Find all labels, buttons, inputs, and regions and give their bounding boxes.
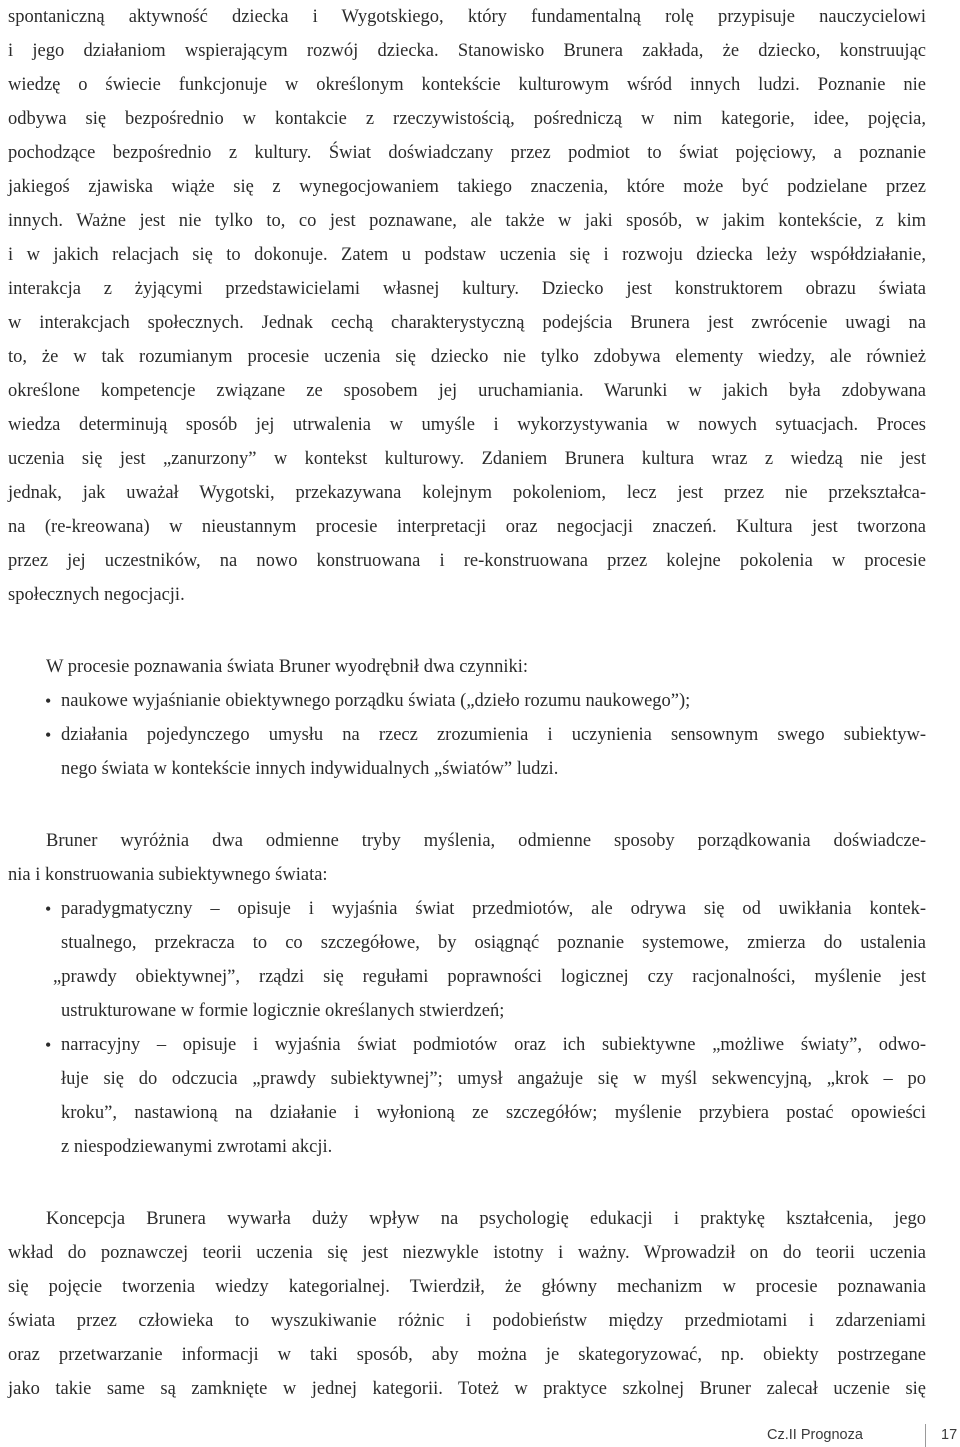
list-item: • paradygmatyczny – opisuje i wyjaśnia świat przedmiotów, ale odrywa się od uwikłania kontek- <box>8 892 926 926</box>
text-line: się pojęcie tworzenia wiedzy kategorialnej. Twierdził, że główny mechanizm w procesie poznawania <box>8 1277 926 1297</box>
list-item-continuation: stualnego, przekracza to co szczegółowe, by osiągnąć poznanie systemowe, zmierza do ustalenia <box>61 933 926 953</box>
list-item-continuation: nego świata w kontekście innych indywidualnych „światów” ludzi. <box>61 759 559 779</box>
text-line: Koncepcja Brunera wywarła duży wpływ na psychologię edukacji i praktykę kształcenia, jego <box>46 1209 926 1229</box>
list-item: • narracyjny – opisuje i wyjaśnia świat podmiotów oraz ich subiektywne „możliwe światy”, odwo- <box>8 1028 926 1062</box>
list-item-continuation: z niespodziewanymi zwrotami akcji. <box>61 1137 333 1157</box>
text-line: odbywa się bezpośrednio w kontakcie z rzeczywistością, pośredniczą w nim kategorie, idee, pojęcia, <box>8 109 926 129</box>
paragraph-2 <box>8 650 926 786</box>
text-line: jakiegoś zjawiska wiąże się z wynegocjowaniem takiego znaczenia, które może być podzielane przez <box>8 177 926 197</box>
text-line: wiedza determinują sposób jej utrwalenia w umyśle i wykorzystywania w nowych sytuacjach. Proces <box>8 415 926 435</box>
text-line: spontaniczną aktywność dziecka i Wygotskiego, który fundamentalną rolę przypisuje nauczycielowi <box>8 7 926 27</box>
text-line: wkład do poznawczej teorii uczenia się jest niezwykle istotny i ważny. Wprowadził on do teorii uczenia <box>8 1243 926 1263</box>
footer-divider <box>925 1424 926 1447</box>
bullet-icon: • <box>45 725 52 745</box>
bullet-icon: • <box>45 691 52 711</box>
text-line: na (re-kreowana) w nieustannym procesie interpretacji oraz negocjacji znaczeń. Kultura jest tworzona <box>8 517 926 537</box>
text-line: świata przez człowieka to wyszukiwanie różnic i podobieństw między przedmiotami i zdarzeniami <box>8 1311 926 1331</box>
paragraph-1 <box>8 0 926 612</box>
list-item: • działania pojedynczego umysłu na rzecz zrozumienia i uczynienia sensownym swego subiektyw- <box>8 718 926 752</box>
bullet-icon: • <box>45 1035 52 1055</box>
page-number: 17 <box>941 1427 958 1443</box>
bullet-list <box>8 684 926 786</box>
bullet-list <box>8 892 926 1164</box>
text-line: przez jej uczestników, na nowo konstruowana i re-konstruowana przez kolejne pokolenia w procesie <box>8 551 926 571</box>
paragraph-intro: Bruner wyróżnia dwa odmienne tryby myślenia, odmienne sposoby porządkowania doświadcze- <box>46 831 926 851</box>
page-body <box>8 0 926 1406</box>
paragraph-intro: W procesie poznawania świata Bruner wyodrębnił dwa czynniki: <box>46 657 529 677</box>
paragraph-4 <box>8 1202 926 1406</box>
list-item-continuation: łuje się do odczucia „prawdy subiektywnej”; umysł angażuje się w myśl sekwencyjną, „krok – po <box>61 1069 926 1089</box>
text-line: uczenia się jest „zanurzony” w kontekst kulturowy. Zdaniem Brunera kultura wraz z wiedzą nie jest <box>8 449 926 469</box>
paragraph-3 <box>8 824 926 1164</box>
text-line: społecznych negocjacji. <box>8 585 185 605</box>
bullet-icon: • <box>45 899 52 919</box>
section-label: Cz.II Prognoza <box>767 1427 863 1443</box>
text-line: i w jakich relacjach się to dokonuje. Zatem u podstaw uczenia się i rozwoju dziecka leży współdziałanie, <box>8 245 926 265</box>
text-line: jako takie same są zamknięte w jednej kategorii. Toteż w praktyce szkolnej Bruner zalecał uczenie się <box>8 1379 926 1399</box>
list-item-continuation: „prawdy obiektywnej”, rządzi się regułami poprawności logicznej czy racjonalności, myślenie jest <box>53 967 926 987</box>
text-line: i jego działaniom wspierającym rozwój dziecka. Stanowisko Brunera zakłada, że dziecko, konstruując <box>8 41 926 61</box>
list-item-continuation: ustrukturowane w formie logicznie określanych stwierdzeń; <box>61 1001 505 1021</box>
text-line: pochodzące bezpośrednio z kultury. Świat doświadczany przez podmiot to świat pojęciowy, a poznanie <box>8 143 926 163</box>
list-item-continuation: kroku”, nastawioną na działanie i wyłonioną ze szczegółów; myślenie przybiera postać opowieści <box>61 1103 926 1123</box>
text-line: interakcja z żyjącymi przedstawicielami własnej kultury. Dziecko jest konstruktorem obrazu świata <box>8 279 926 299</box>
list-item: • naukowe wyjaśnianie obiektywnego porządku świata („dzieło rozumu naukowego”); <box>8 684 926 718</box>
text-line: nia i konstruowania subiektywnego świata: <box>8 865 328 885</box>
text-line: to, że w tak rozumianym procesie uczenia się dziecko nie tylko zdobywa elementy wiedzy, ale również <box>8 347 926 367</box>
text-line: innych. Ważne jest nie tylko to, co jest poznawane, ale także w jaki sposób, w jakim kontekście, z kim <box>8 211 926 231</box>
page-footer <box>0 1424 960 1447</box>
text-line: wiedzę o świecie funkcjonuje w określonym kontekście kulturowym wśród innych ludzi. Poznanie nie <box>8 75 926 95</box>
text-line: określone kompetencje związane ze sposobem jej uruchamiania. Warunki w jakich była zdobywana <box>8 381 926 401</box>
text-line: jednak, jak uważał Wygotski, przekazywana kolejnym pokoleniom, lecz jest przez nie przekształca- <box>8 483 926 503</box>
text-line: oraz przetwarzanie informacji w taki sposób, aby można je skategoryzować, np. obiekty postrzegane <box>8 1345 926 1365</box>
text-line: w interakcjach społecznych. Jednak cechą charakterystyczną podejścia Brunera jest zwrócenie uwagi na <box>8 313 926 333</box>
